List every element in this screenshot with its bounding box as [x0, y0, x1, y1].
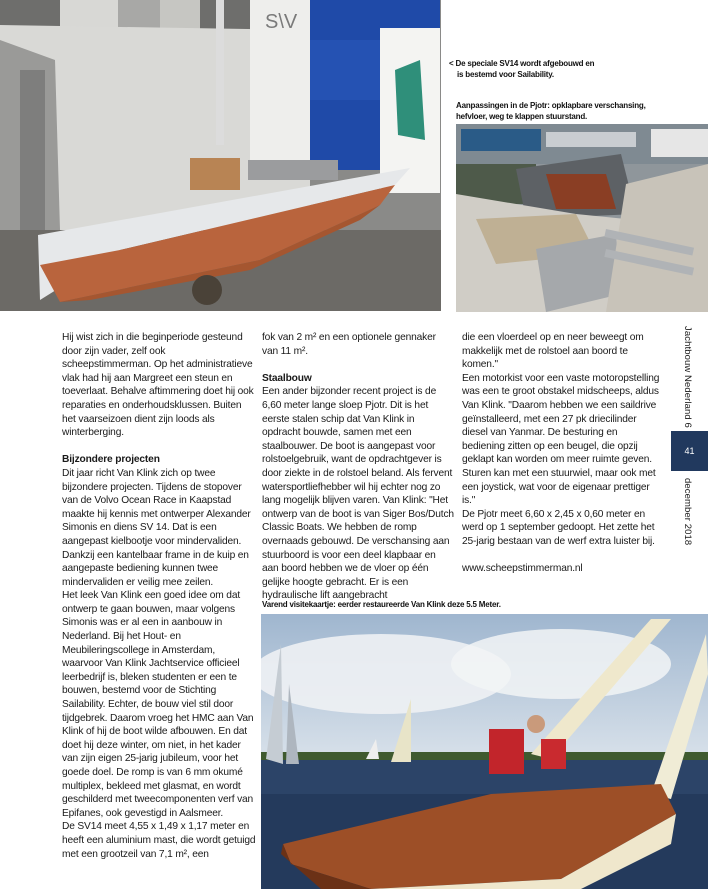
website-link[interactable]: www.scheepstimmerman.nl: [462, 563, 583, 575]
caption-sv14-line1: < De speciale SV14 wordt afgebouwd en: [449, 59, 595, 68]
photo-sv14-workshop: [0, 0, 441, 311]
svg-text:S\V: S\V: [265, 11, 298, 33]
section-heading-staalbouw: Staalbouw: [262, 372, 312, 384]
paragraph: Een motorkist voor een vaste motoropstelling was een te groot obstakel midscheeps, aldus Van Klink. "Daarom hebben we een saildrive geïnstalleerd, met een 27 pk driecilinder diesel van Yanmar. De besturing en bediening zitten op een beugel, die opzij geklapt kan worden om meer ruimte geven. Sturen kan met een stuurwiel, maar ook met een joystick, wat voor de eigenaar prettiger is.": [462, 372, 660, 507]
article-column-3: [462, 331, 662, 576]
paragraph: Dit jaar richt Van Klink zich op twee bijzondere projecten. Tijdens de stopover van de Volvo Ocean Race in Kaapstad maakte hij kennis met ontwerper Alexander Simonis en diens SV 14. Dat is een aangepast kielbootje voor mindervaliden. Dankzij een kantelbaar frame in de kuip en aangepaste bediening kunnen twee mindervaliden er veilig mee zeilen.: [62, 467, 251, 588]
paragraph: De Pjotr meet 6,60 x 2,45 x 0,60 meter en werd op 1 september gedoopt. Het zette het 25-jarig bestaan van de werf extra luister bij.: [462, 508, 655, 547]
paragraph: Hij wist zich in die beginperiode gesteund door zijn vader, zelf ook scheepstimmerman. Op het administratieve vlak had hij aan Margreet een steun en toeverlaat. Behalve aftimmering doet hij ook reparaties en onderhoudsklussen. Buiten het vaarseizoen dient zijn loods als winterberging.: [62, 332, 254, 439]
caption-sv14-line2: is bestemd voor Sailability.: [457, 70, 554, 79]
article-column-1: [62, 331, 257, 861]
paragraph: fok van 2 m² en een optionele gennaker van 11 m².: [262, 332, 436, 357]
photo-sloop-pjotr: [456, 124, 708, 312]
paragraph: Het leek Van Klink een goed idee om dat ontwerp te gaan bouwen, maar volgens Simonis was er al een in aanbouw in Nederland. Bij het Hout- en Meubileringscollege in Amsterdam, waarvoor Van Klink Jachtservice officieel leerbedrijf is, bleken studenten er een te bouwen, bestemd voor de Stichting Sailability. Echter, de bouw viel stil door tijdgebrek. Daarom vroeg het HMC aan Van Klink of hij de boot wilde afbouwen. En dat doet hij deze winter, om niet, in het kader van zijn eigen 25-jarig jubileum, voor het goede doel. De romp is van 6 mm okumé multiplex, bekleed met glasmat, en wordt geschilderd met tweecomponenten verf van Epifanes, ook gevestigd in Aalsmeer.: [62, 590, 254, 819]
folio-magazine-title: Jachtbouw Nederland 6: [682, 326, 693, 428]
page-number-badge: 41: [671, 431, 708, 471]
photo-sailing-5-5-meter: [261, 614, 708, 889]
paragraph: De SV14 meet 4,55 x 1,49 x 1,17 meter en heeft een aluminium mast, die wordt getuigd met een grootzeil van 7,1 m², een: [62, 821, 256, 860]
article-column-2: [262, 331, 454, 603]
folio-issue-date: december 2018: [682, 478, 693, 546]
paragraph: Een ander bijzonder recent project is de 6,60 meter lange sloep Pjotr. Dit is het eerste stalen schip dat Van Klink in opdracht bouwde, samen met een staalbouwer. De boot is aangepast voor rolstoelgebruik, want de opdrachtgever is door ziekte in de rolstoel beland. Als fervent watersportliefhebber wil hij echter nog zo lang mogelijk blijven varen. Van Klink: "Het ontwerp van de boot is van Siger Bos/Dutch Classic Boats. We hebben de romp overnaads gebouwd. De verschansing aan stuurboord is voor een deel klapbaar en aan boord hebben we de vloer op één gelijke hoogte gebracht. Er is een hydraulische lift aangebracht: [262, 386, 454, 602]
caption-sloop-line1: Aanpassingen in de Pjotr: opklapbare verschansing,: [456, 101, 646, 110]
paragraph: die een vloerdeel op en neer beweegt om makkelijk met de rolstoel aan boord te komen.": [462, 332, 644, 371]
section-heading-bijzondere-projecten: Bijzondere projecten: [62, 454, 160, 466]
caption-sv14: [449, 58, 649, 80]
caption-sloop: [456, 100, 696, 122]
caption-sloop-line2: hefvloer, weg te klappen stuurstand.: [456, 112, 588, 121]
caption-sailing: Varend visitekaartje: eerder restaureerde Van Klink deze 5.5 Meter.: [262, 600, 501, 609]
